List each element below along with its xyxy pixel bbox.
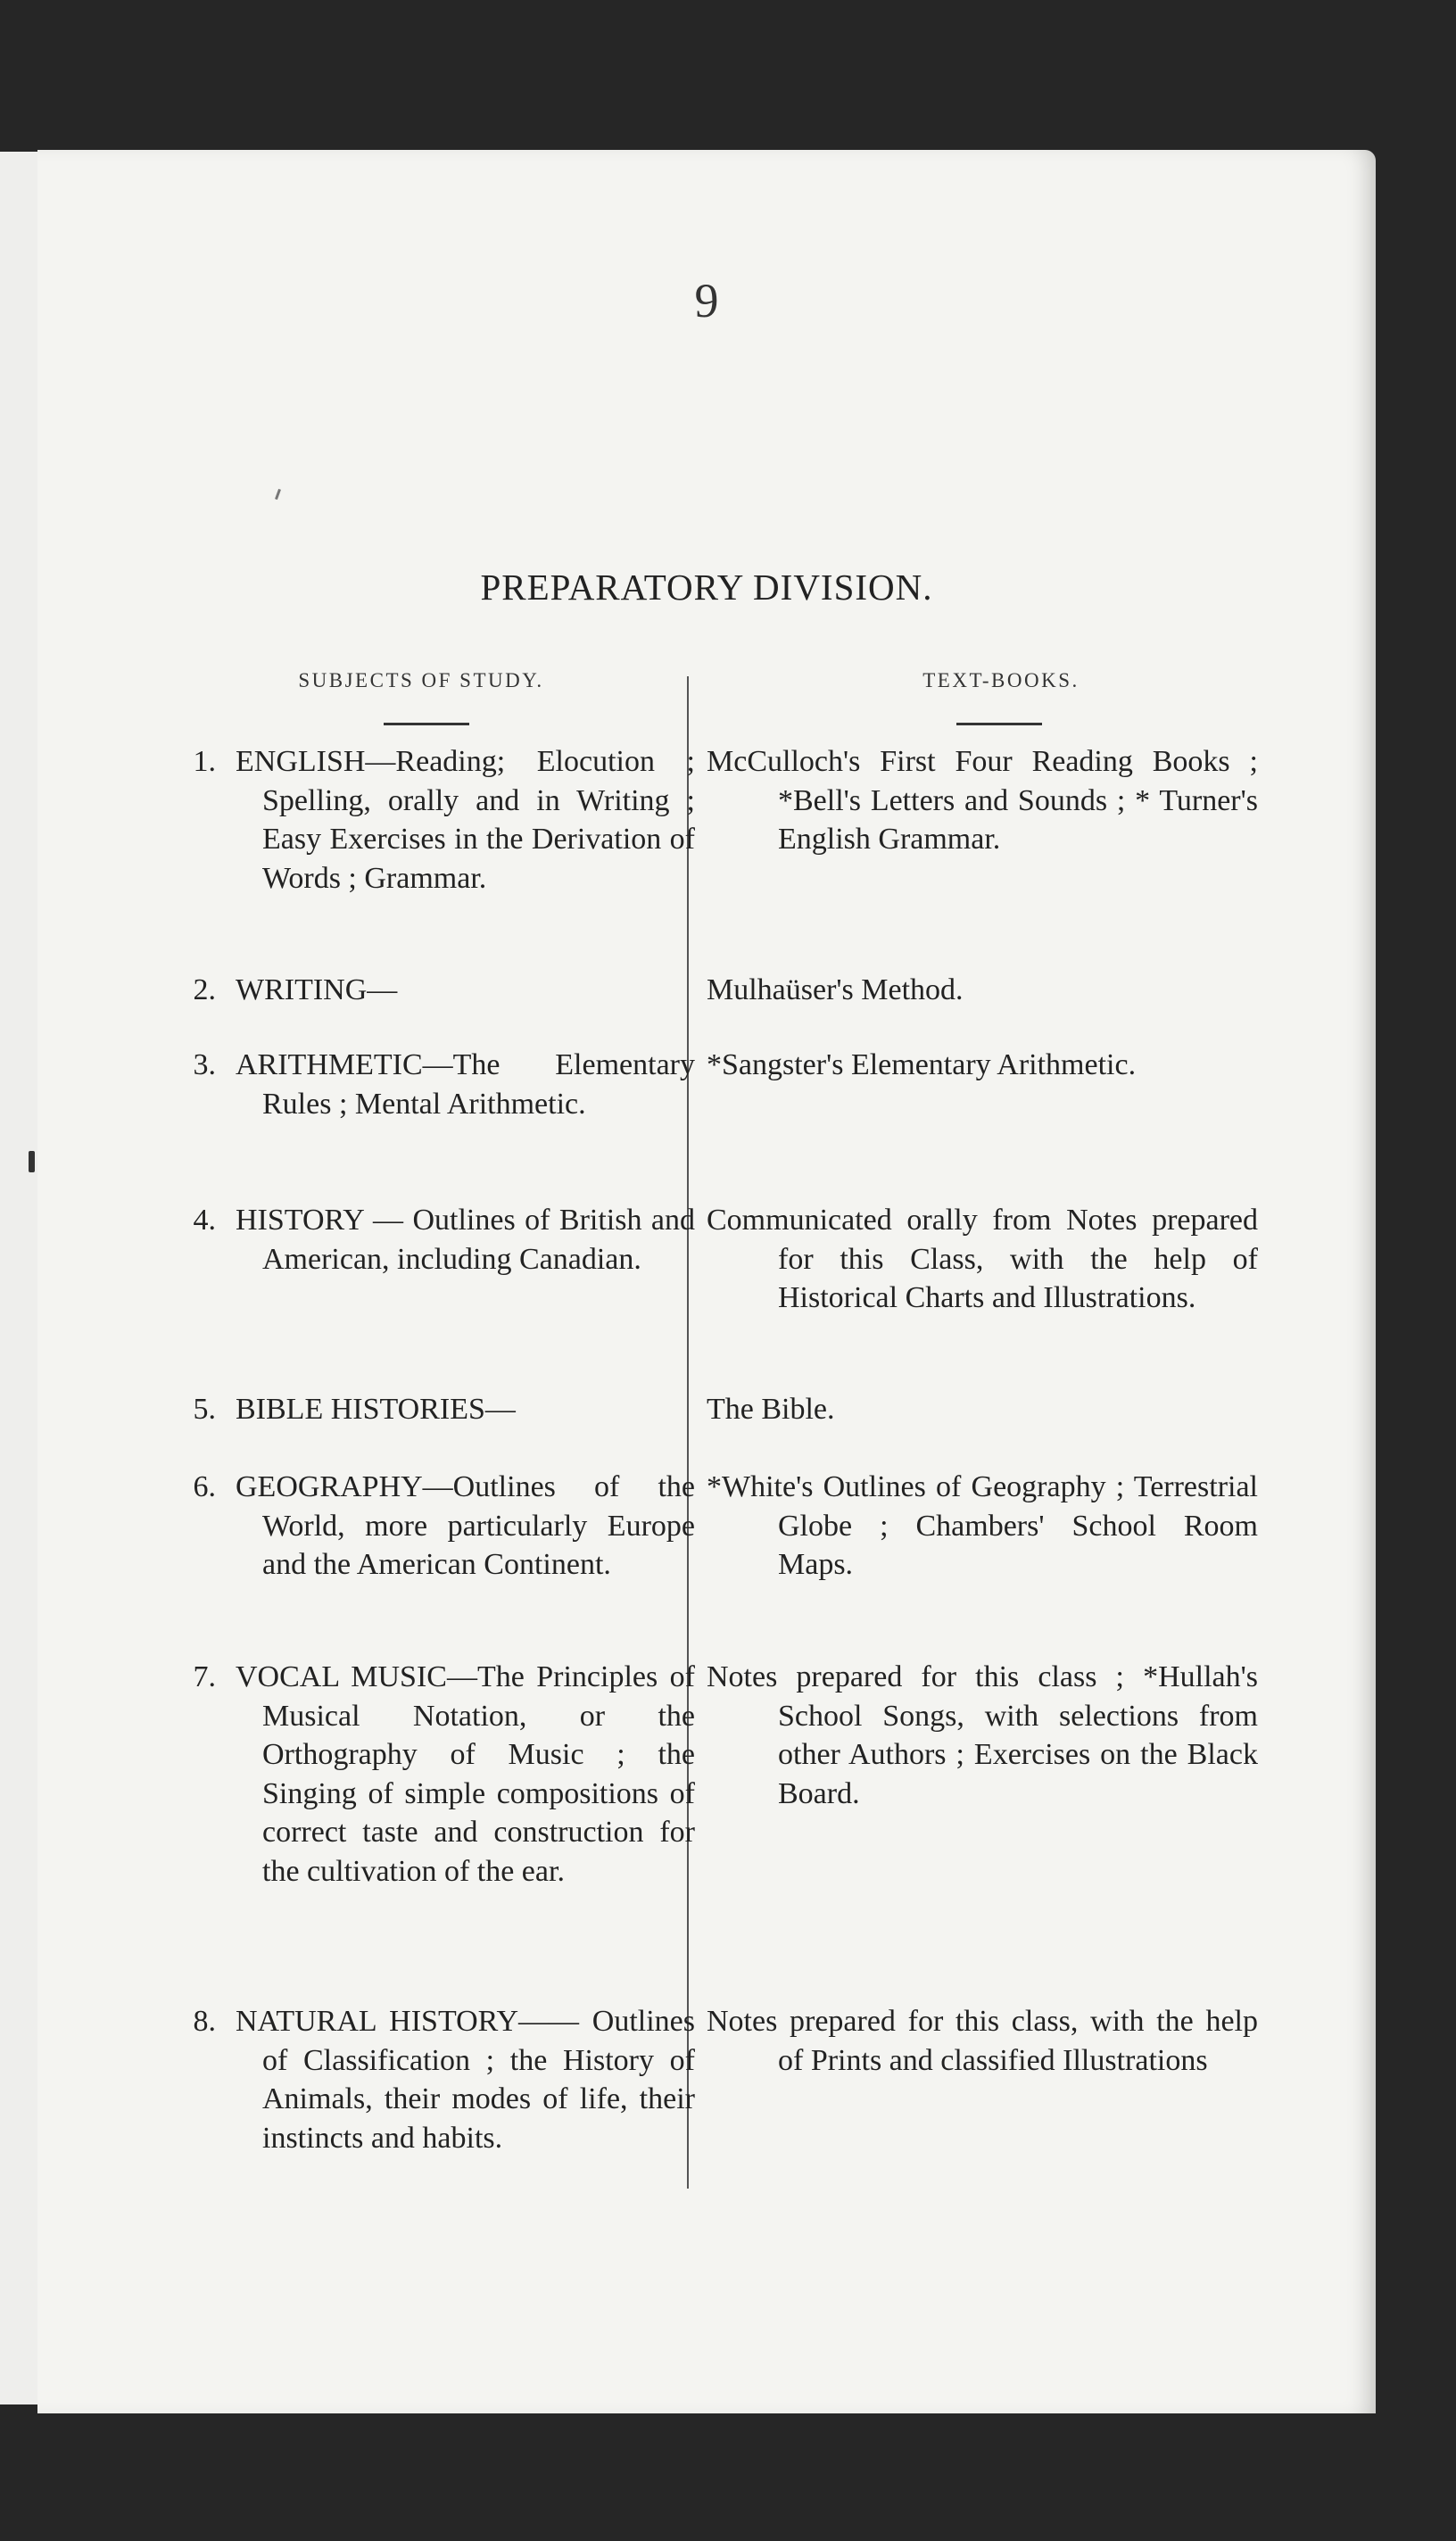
entry-number: 8. <box>193 2005 216 2038</box>
entry-number: 5. <box>193 1393 216 1426</box>
subject-entry <box>162 1390 711 1429</box>
text-book-text: Notes prepared for this class, with the help of Prints and classified Illustrations <box>707 2005 1258 2077</box>
text-book-text: *White's Outlines of Geography ; Terrestrial Globe ; Chambers' School Room Maps. <box>707 1470 1258 1581</box>
subjects-column-header: SUBJECTS OF STUDY. <box>298 669 544 691</box>
page-edge-mark <box>29 1151 35 1172</box>
text-book-entry <box>707 1390 1258 1429</box>
subject-entry <box>162 1201 711 1279</box>
text-book-text: The Bible. <box>707 1393 835 1426</box>
text-book-text: Mulhaüser's Method. <box>707 973 964 1006</box>
previous-page-edge <box>0 152 39 2404</box>
subject-text: BIBLE HISTORIES— <box>236 1393 516 1426</box>
subject-text: ENGLISH—Reading; Elocution ; Spelling, orally and in Writing ; Easy Exercises in the Derivation of Words ; Grammar. <box>236 745 695 895</box>
stray-ink-mark <box>275 489 281 500</box>
text-book-entry <box>707 971 1258 1010</box>
division-title: PREPARATORY DIVISION. <box>480 567 933 608</box>
text-book-entry <box>707 1468 1258 1585</box>
entry-number: 6. <box>193 1470 216 1503</box>
subject-entry <box>162 742 711 898</box>
subject-text: NATURAL HISTORY—— Outlines of Classification ; the History of Animals, their modes of life, their instincts and habits. <box>236 2005 695 2155</box>
subject-entry <box>162 1468 711 1585</box>
text-book-text: Communicated orally from Notes prepared for this Class, with the help of Historical Charts and Illustrations. <box>707 1204 1258 1314</box>
text-book-text: McCulloch's First Four Reading Books ; *Bell's Letters and Sounds ; * Turner's English Grammar. <box>707 745 1258 856</box>
page-number: 9 <box>694 274 719 327</box>
text-book-entry <box>707 1658 1258 1813</box>
subject-text: HISTORY — Outlines of British and American, including Canadian. <box>236 1204 695 1276</box>
entry-number: 2. <box>193 973 216 1006</box>
subject-entry <box>162 971 711 1010</box>
text-books-header-rule <box>956 723 1042 725</box>
text-book-text: Notes prepared for this class ; *Hullah's School Songs, with selections from other Authors ; Exercises on the Black Board. <box>707 1660 1258 1810</box>
text-book-text: *Sangster's Elementary Arithmetic. <box>707 1048 1137 1081</box>
column-divider <box>687 676 689 2189</box>
text-book-entry <box>707 2002 1258 2080</box>
entry-number: 7. <box>193 1660 216 1693</box>
entry-number: 3. <box>193 1048 216 1081</box>
book-page <box>37 150 1376 2413</box>
entry-number: 4. <box>193 1204 216 1237</box>
subject-text: WRITING— <box>236 973 398 1006</box>
text-books-column-header: TEXT-BOOKS. <box>922 669 1080 691</box>
subject-text: VOCAL MUSIC—The Principles of Musical Notation, or the Orthography of Music ; the Singing of simple compositions of correct taste and construction for the cultivation of the ear. <box>236 1660 695 1888</box>
subjects-header-rule <box>384 723 469 725</box>
subject-entry <box>162 1658 711 1891</box>
text-book-entry <box>707 742 1258 859</box>
text-book-entry <box>707 1046 1258 1085</box>
entry-number: 1. <box>193 745 216 778</box>
text-book-entry <box>707 1201 1258 1318</box>
subject-entry <box>162 1046 711 1123</box>
subject-text: GEOGRAPHY—Outlines of the World, more particularly Europe and the American Continent. <box>236 1470 695 1581</box>
subject-entry <box>162 2002 711 2157</box>
subject-text: ARITHMETIC—The Elementary Rules ; Mental Arithmetic. <box>236 1048 695 1121</box>
